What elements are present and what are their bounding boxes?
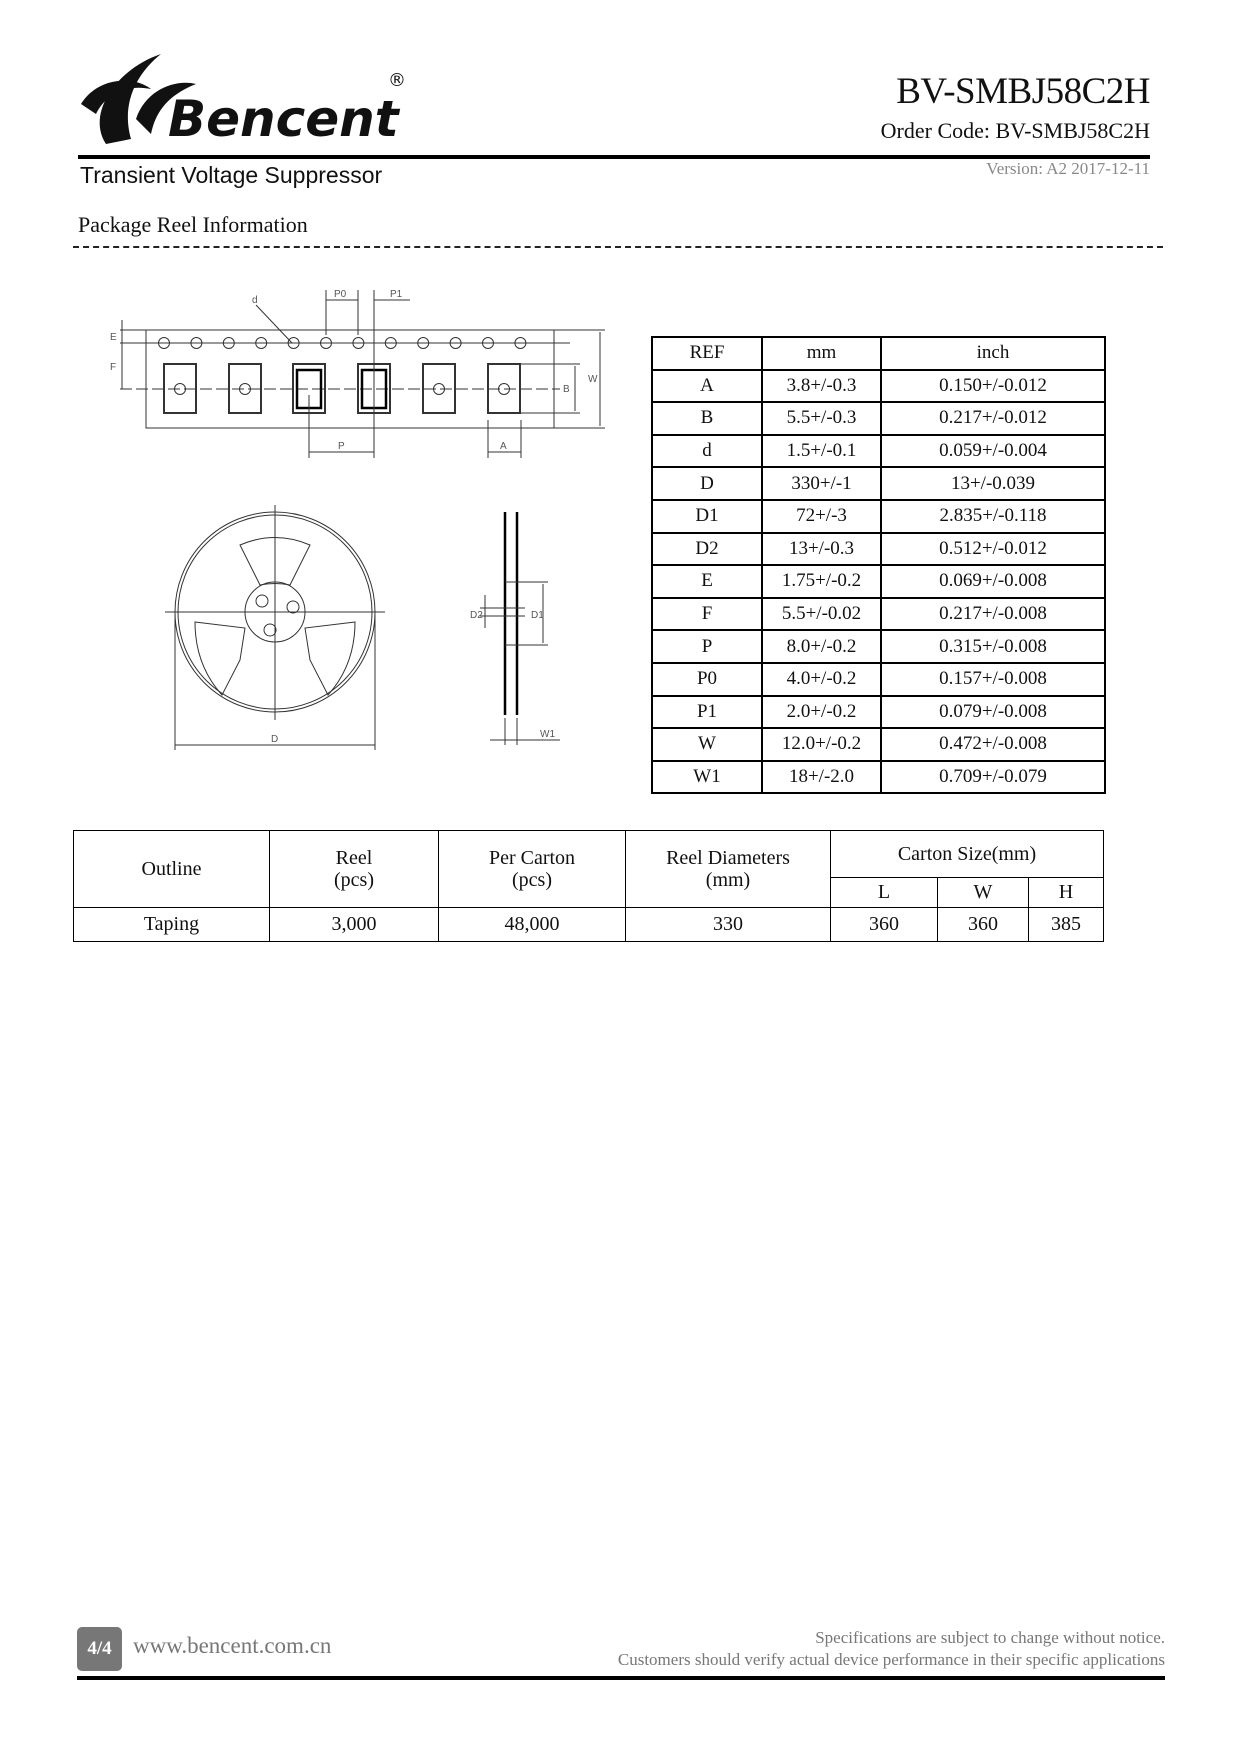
- reel-front-view: [165, 505, 385, 750]
- cell-ref: B: [652, 402, 762, 435]
- label-reel-d: D: [271, 734, 279, 745]
- carrier-tape: [120, 290, 605, 458]
- table-row: [652, 435, 1105, 468]
- header-l: L: [831, 878, 938, 908]
- table-row: [652, 533, 1105, 566]
- cell-ref: P0: [652, 663, 762, 696]
- cell-inch: 0.709+/-0.079: [881, 761, 1105, 794]
- label-d2: D2: [470, 610, 483, 621]
- brand-text: Bencent: [168, 90, 399, 148]
- footer-divider: [77, 1676, 1165, 1680]
- label-e: E: [110, 332, 117, 343]
- reel-side-view: [480, 512, 560, 745]
- page-number-badge: 4/4: [77, 1627, 122, 1671]
- table-row: [652, 500, 1105, 533]
- notice-line-2: Customers should verify actual device performance in their specific applications: [617, 1650, 1165, 1669]
- notice-line-1: Specifications are subject to change without notice.: [815, 1628, 1165, 1647]
- cell-inch: 0.157+/-0.008: [881, 663, 1105, 696]
- table-row: [652, 630, 1105, 663]
- cell-mm: 13+/-0.3: [762, 533, 881, 566]
- cell-inch: 13+/-0.039: [881, 467, 1105, 500]
- table-header-row: [652, 337, 1105, 370]
- table-row: [74, 908, 1104, 942]
- cell-inch: 0.079+/-0.008: [881, 696, 1105, 729]
- cell-inch: 0.217+/-0.012: [881, 402, 1105, 435]
- label-w1: W1: [540, 729, 555, 740]
- label-a: A: [500, 441, 507, 452]
- cell-inch: 0.315+/-0.008: [881, 630, 1105, 663]
- cell-inch: 0.217+/-0.008: [881, 598, 1105, 631]
- table-row: [652, 598, 1105, 631]
- cell-w: 360: [938, 908, 1029, 942]
- cell-ref: D1: [652, 500, 762, 533]
- cell-ref: d: [652, 435, 762, 468]
- cell-ref: REF: [652, 337, 762, 370]
- cell-reel-diameters: 330: [626, 908, 831, 942]
- label-f: F: [110, 362, 117, 373]
- cell-inch: inch: [881, 337, 1105, 370]
- tape-reel-drawing: [100, 280, 630, 760]
- cell-mm: 1.75+/-0.2: [762, 565, 881, 598]
- version: Version: A2 2017-12-11: [986, 159, 1150, 178]
- table-row: [652, 402, 1105, 435]
- cell-mm: 18+/-2.0: [762, 761, 881, 794]
- order-code: Order Code: BV-SMBJ58C2H: [880, 118, 1150, 143]
- cell-mm: 72+/-3: [762, 500, 881, 533]
- table-row: [652, 728, 1105, 761]
- website-link[interactable]: www.bencent.com.cn: [133, 1633, 332, 1658]
- cell-mm: 1.5+/-0.1: [762, 435, 881, 468]
- cell-h: 385: [1029, 908, 1104, 942]
- cell-ref: A: [652, 370, 762, 403]
- table-row: [652, 663, 1105, 696]
- cell-ref: D2: [652, 533, 762, 566]
- cell-mm: 8.0+/-0.2: [762, 630, 881, 663]
- cell-mm: 2.0+/-0.2: [762, 696, 881, 729]
- cell-outline: Taping: [74, 908, 270, 942]
- cell-mm: 5.5+/-0.02: [762, 598, 881, 631]
- cell-l: 360: [831, 908, 938, 942]
- cell-mm: 12.0+/-0.2: [762, 728, 881, 761]
- cell-inch: 0.150+/-0.012: [881, 370, 1105, 403]
- cell-ref: P1: [652, 696, 762, 729]
- label-w: W: [588, 374, 598, 385]
- cell-inch: 0.472+/-0.008: [881, 728, 1105, 761]
- cell-inch: 0.059+/-0.004: [881, 435, 1105, 468]
- cell-mm: 5.5+/-0.3: [762, 402, 881, 435]
- cell-ref: W1: [652, 761, 762, 794]
- section-divider: [73, 246, 1163, 248]
- cell-mm: 3.8+/-0.3: [762, 370, 881, 403]
- section-title: Package Reel Information: [78, 212, 308, 237]
- bencent-logo: [76, 44, 416, 154]
- dimension-table: [651, 336, 1106, 794]
- cell-mm: 330+/-1: [762, 467, 881, 500]
- label-p1: P1: [390, 289, 403, 300]
- table-row: [652, 565, 1105, 598]
- label-p0: P0: [334, 289, 347, 300]
- part-number: BV-SMBJ58C2H: [896, 71, 1150, 112]
- cell-inch: 0.512+/-0.012: [881, 533, 1105, 566]
- table-row: [652, 370, 1105, 403]
- table-row: [652, 467, 1105, 500]
- table-row: [652, 696, 1105, 729]
- cell-reel: 3,000: [270, 908, 439, 942]
- cell-ref: F: [652, 598, 762, 631]
- cell-inch: 2.835+/-0.118: [881, 500, 1105, 533]
- cell-ref: P: [652, 630, 762, 663]
- cell-ref: E: [652, 565, 762, 598]
- cell-ref: D: [652, 467, 762, 500]
- cell-mm: 4.0+/-0.2: [762, 663, 881, 696]
- header-reel: Reel (pcs): [270, 831, 439, 908]
- cell-per-carton: 48,000: [439, 908, 626, 942]
- header-outline: Outline: [74, 831, 270, 908]
- header-reel-diameters: Reel Diameters (mm): [626, 831, 831, 908]
- header-w: W: [938, 878, 1029, 908]
- label-d: d: [252, 295, 258, 306]
- packing-table: [73, 830, 1104, 942]
- header-carton-size: Carton Size(mm): [831, 831, 1104, 878]
- table-row: [652, 761, 1105, 794]
- cell-mm: mm: [762, 337, 881, 370]
- label-d1: D1: [531, 610, 544, 621]
- label-b: B: [563, 384, 570, 395]
- registered-mark: ®: [388, 70, 406, 91]
- product-type: Transient Voltage Suppressor: [80, 162, 383, 188]
- header-h: H: [1029, 878, 1104, 908]
- header-per-carton: Per Carton (pcs): [439, 831, 626, 908]
- cell-inch: 0.069+/-0.008: [881, 565, 1105, 598]
- label-p: P: [338, 441, 345, 452]
- cell-ref: W: [652, 728, 762, 761]
